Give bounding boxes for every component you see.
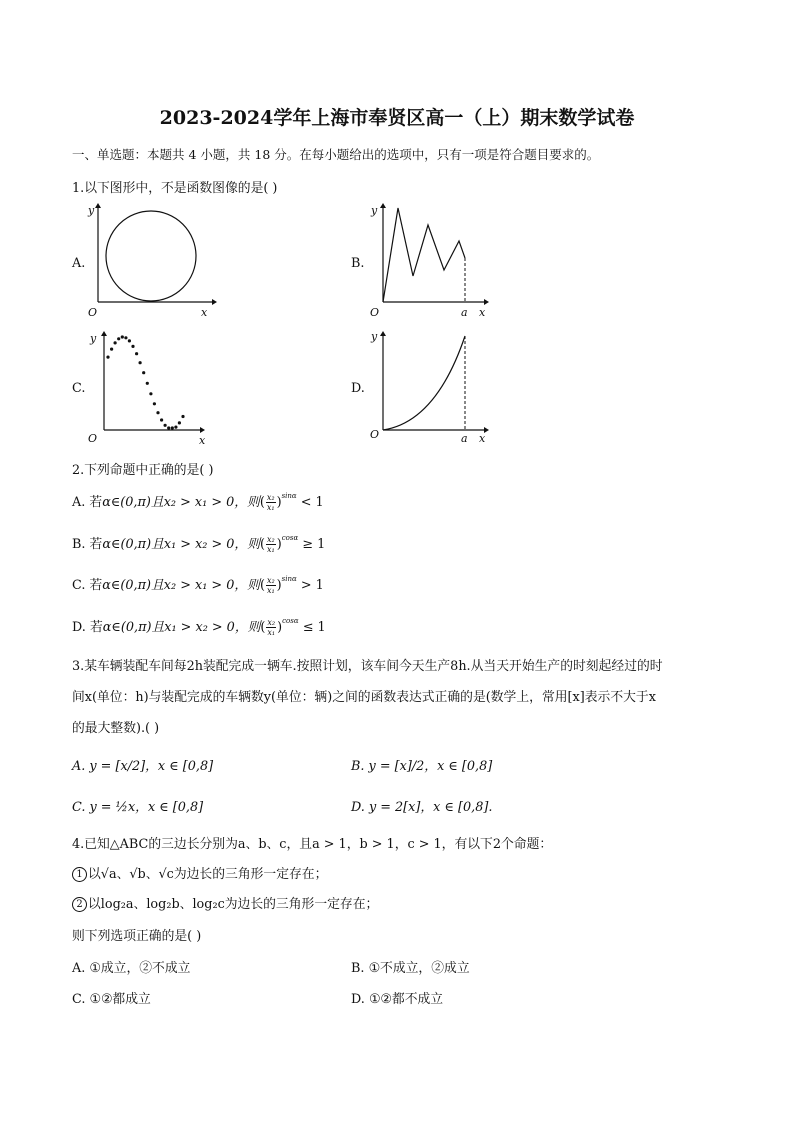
q1-option-b-label: B.: [351, 256, 365, 271]
q2-option-c: C. 若α∈(0,π)且x₂ > x₁ > 0，则( $\frac{\text{x₂}}{\text{x₁}}$ )$^{sin\alpha}$ > 1: [72, 575, 324, 595]
dotted-curve: [106, 335, 184, 429]
curve-dot: [156, 411, 159, 414]
q1-graph-a: [84, 198, 224, 324]
curve-dot: [131, 345, 134, 348]
q4-ask: 则下列选项正确的是( ): [72, 929, 202, 944]
circle-curve: [106, 211, 196, 301]
a-label: a: [461, 306, 468, 319]
curve-dot: [181, 415, 184, 418]
curve-dot: [146, 382, 149, 385]
page-title: 2023-2024学年上海市奉贤区高一（上）期末数学试卷: [159, 107, 635, 129]
q4-option-a: A. ①成立，②不成立: [72, 961, 191, 976]
y-axis-label: y: [90, 332, 97, 345]
curve-dot: [117, 337, 120, 340]
origin-label: O: [370, 306, 380, 319]
y-axis-label: y: [88, 204, 95, 217]
y-axis-label: y: [371, 330, 378, 343]
q2-option-b: B. 若α∈(0,π)且x₁ > x₂ > 0，则( $\frac{\text{x₂}}{\text{x₁}}$ )$^{cos\alpha}$ ≥ 1: [72, 534, 326, 554]
q2-stem: 2.下列命题中正确的是( ): [72, 463, 214, 478]
q4-proposition-1: 1 以√a、√b、√c为边长的三角形一定存在；: [72, 863, 327, 882]
q3-stem-line3: 的最大整数).( ): [72, 721, 160, 736]
curve-dot: [164, 424, 167, 427]
curve-dot: [135, 352, 138, 355]
q3-option-d: D. y = 2[x]，x ∈ [0,8].: [351, 800, 493, 815]
zigzag-curve: [383, 208, 465, 302]
origin-label: O: [88, 306, 98, 319]
curve-dot: [142, 371, 145, 374]
x-axis-label: x: [201, 306, 208, 319]
q4-option-d: D. ①②都不成立: [351, 992, 444, 1007]
x-axis-label: x: [479, 306, 486, 319]
q4-proposition-2: 2 以log₂a、log₂b、log₂c为边长的三角形一定存在；: [72, 893, 378, 912]
curve-dot: [149, 392, 152, 395]
section-heading: 一、单选题：本题共 4 小题，共 18 分。在每小题给出的选项中，只有一项是符合题目要求的。: [72, 147, 600, 162]
curve-dot: [139, 361, 142, 364]
circled-two-icon: 2: [72, 897, 87, 912]
q1-option-d-label: D.: [351, 381, 365, 396]
origin-label: O: [370, 428, 380, 441]
q4-option-b: B. ①不成立，②成立: [351, 961, 470, 976]
q1-graph-d: [366, 326, 496, 450]
curve-dot: [178, 421, 181, 424]
curve-dot: [153, 402, 156, 405]
q4-stem: 4.已知△ABC的三边长分别为a、b、c，且a > 1，b > 1，c > 1，有以下2个命题：: [72, 837, 553, 852]
q4-option-c: C. ①②都成立: [72, 992, 151, 1007]
q1-stem: 1.以下图形中，不是函数图像的是( ): [72, 181, 278, 196]
curve-dot: [114, 341, 117, 344]
curve-dot: [121, 335, 124, 338]
circled-one-icon: 1: [72, 867, 87, 882]
curve-dot: [174, 426, 177, 429]
q1-option-a-label: A.: [72, 256, 86, 271]
x-axis-label: x: [199, 434, 206, 447]
curve-dot: [128, 339, 131, 342]
curve-dot: [167, 426, 170, 429]
q1-graph-b: [366, 198, 496, 324]
q3-stem-line1: 3.某车辆装配车间每2h装配完成一辆车.按照计划，该车间今天生产8h.从当天开始生产的时刻起经过的时: [72, 659, 663, 674]
x-axis-label: x: [479, 432, 486, 445]
curve-dot: [124, 336, 127, 339]
a-label: a: [461, 432, 468, 445]
curve-dot: [171, 426, 174, 429]
q3-option-c: C. y = ½x，x ∈ [0,8]: [72, 800, 204, 815]
q3-option-b: B. y = [x]/2，x ∈ [0,8]: [351, 759, 493, 774]
q1-option-c-label: C.: [72, 381, 86, 396]
q3-option-a: A. y = [x/2]，x ∈ [0,8]: [72, 759, 214, 774]
curve-dot: [106, 356, 109, 359]
q3-stem-line2: 间x(单位：h)与装配完成的车辆数y(单位：辆)之间的函数表达式正确的是(数学上，常用[x]表示不大于x: [72, 690, 656, 705]
curve-dot: [160, 418, 163, 421]
origin-label: O: [88, 432, 98, 445]
convex-curve: [383, 336, 465, 430]
q2-option-a: A. 若α∈(0,π)且x₂ > x₁ > 0，则( $\frac{\text{x₂}}{\text{x₁}}$ )$^{sin\alpha}$ < 1: [72, 492, 324, 512]
q1-graph-c: [84, 326, 214, 450]
q2-option-d: D. 若α∈(0,π)且x₁ > x₂ > 0，则( $\frac{\text{x₂}}{\text{x₁}}$ )$^{cos\alpha}$ ≤ 1: [72, 617, 326, 637]
curve-dot: [110, 348, 113, 351]
y-axis-label: y: [371, 204, 378, 217]
